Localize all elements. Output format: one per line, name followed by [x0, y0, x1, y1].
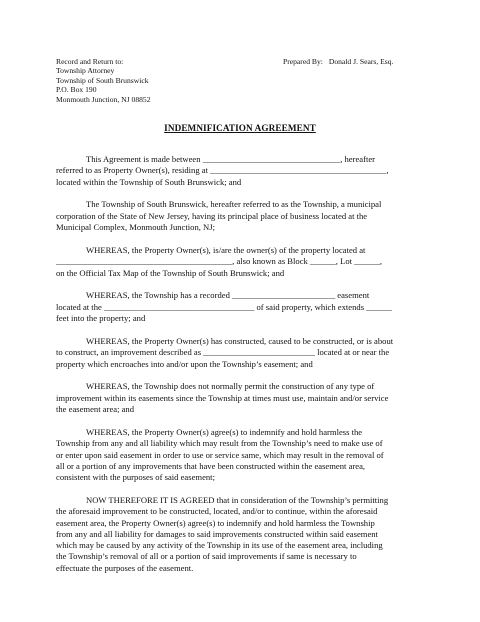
- paragraph-line: property which encroaches into and/or upon the Township’s easement; and: [56, 358, 313, 369]
- paragraph-line: WHEREAS, the Property Owner(s), is/are the owner(s) of the property located at: [86, 244, 366, 255]
- agreement-paragraph: [56, 427, 428, 483]
- paragraph-line: corporation of the State of New Jersey, having its principal place of business located at the: [56, 210, 368, 221]
- paragraph-line: Municipal Complex, Monmouth Junction, NJ;: [56, 222, 215, 233]
- paragraph-line: easement area, the Property Owner(s) agree(s) to indemnify and hold harmless the Township: [56, 517, 375, 528]
- paragraph-line: from any and all liability for damages to said improvements constructed within said easement: [56, 528, 378, 539]
- paragraph-line: located at the ___________________________________ of said property, which extends ______: [56, 301, 392, 312]
- paragraph-line: WHEREAS, the Property Owner(s) has constructed, caused to be constructed, or is about: [86, 335, 394, 346]
- return-line: Township of South Brunswick: [56, 75, 149, 85]
- agreement-body: [56, 154, 428, 586]
- paragraph-line: WHEREAS, the Property Owner(s) agree(s) to indemnify and hold harmless the: [86, 426, 363, 437]
- agreement-paragraph: [56, 495, 428, 574]
- paragraph-line: on the Official Tax Map of the Township of South Brunswick; and: [56, 267, 285, 278]
- paragraph-line: located within the Township of South Brunswick; and: [56, 176, 242, 187]
- paragraph-line: referred to as Property Owner(s), residing at _________________________________________,: [56, 165, 389, 176]
- paragraph-line: WHEREAS, the Township has a recorded ________________________ easement: [86, 290, 370, 301]
- paragraph-line: the easement area; and: [56, 404, 135, 415]
- paragraph-line: NOW THEREFORE IT IS AGREED that in consideration of the Township’s permitting: [86, 494, 389, 505]
- return-line: P.O. Box 190: [56, 85, 97, 95]
- paragraph-line: This Agreement is made between ________________________________, hereafter: [86, 154, 376, 164]
- paragraph-line: improvement within its easements since the Township at times must use, maintain and/or service: [56, 392, 389, 403]
- paragraph-line: all or a portion of any improvements that have been constructed within the easement area,: [56, 460, 366, 471]
- agreement-paragraph: [56, 290, 428, 324]
- paragraph-line: Township from any and all liability which may result from the Township’s need to make use of: [56, 438, 383, 449]
- prepared-by-label: Prepared By:: [283, 57, 323, 66]
- paragraph-line: the Township’s removal of all or a portion of said improvements if same is necessary to: [56, 551, 357, 562]
- agreement-paragraph: [56, 245, 428, 279]
- return-line: Township Attorney: [56, 66, 115, 76]
- return-line: Monmouth Junction, NJ 08852: [56, 94, 151, 104]
- paragraph-line: WHEREAS, the Township does not normally permit the construction of any type of: [86, 381, 375, 392]
- return-line: Record and Return to:: [56, 57, 124, 66]
- paragraph-line: effectuate the purposes of the easement.: [56, 562, 194, 573]
- prepared-by-name: Donald J. Sears, Esq.: [328, 57, 394, 66]
- agreement-paragraph: [56, 154, 428, 188]
- paragraph-line: which may be caused by any activity of the Township in its use of the easement area, including: [56, 540, 383, 551]
- paragraph-line: feet into the property; and: [56, 313, 146, 324]
- paragraph-line: _________________________________________, also known as Block ______, Lot ______,: [56, 256, 383, 267]
- return-address-block: [56, 57, 151, 104]
- paragraph-line: the aforesaid improvement to be constructed, located, and/or to continue, within the aforesaid: [56, 506, 378, 517]
- prepared-by-block: [283, 57, 393, 66]
- paragraph-line: The Township of South Brunswick, hereafter referred to as the Township, a municipal: [86, 199, 382, 210]
- paragraph-line: consistent with the purposes of said easement;: [56, 472, 215, 483]
- document-title: INDEMNIFICATION AGREEMENT: [164, 123, 316, 133]
- agreement-paragraph: [56, 336, 428, 370]
- agreement-paragraph: [56, 381, 428, 415]
- paragraph-line: to construct, an improvement described as __________________________ located at or near the: [56, 347, 390, 358]
- agreement-paragraph: [56, 199, 428, 233]
- paragraph-line: or enter upon said easement in order to use or service same, which may result in the removal of: [56, 449, 384, 460]
